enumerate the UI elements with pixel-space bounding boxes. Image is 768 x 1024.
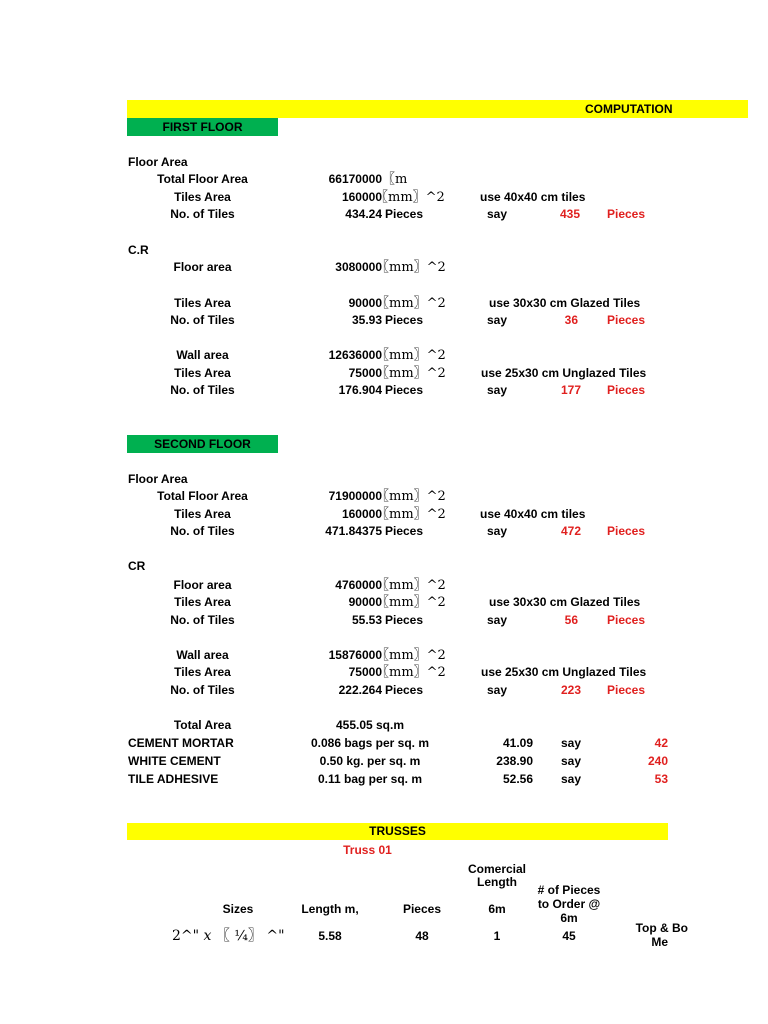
sf-cr-no-of-tiles-say: say (487, 613, 508, 627)
sf-tiles-area-unit: 〖mm〗^2 (376, 507, 446, 522)
material-qty: 41.09 (502, 736, 533, 750)
ff-cr-no-of-tiles-unit: Pieces (385, 313, 424, 327)
material-rounded: 240 (647, 754, 668, 768)
sf-no-of-tiles-unit: Pieces (385, 524, 424, 538)
sf-cr-tiles-area-label: Tiles Area (174, 595, 231, 609)
sf-wall-no-of-tiles-rounded: 223 (560, 683, 581, 697)
sf-wall-tiles-area-label: Tiles Area (174, 665, 231, 679)
sf-cr-tiles-area-note: use 30x30 cm Glazed Tiles (489, 595, 641, 609)
sf-cr-tiles-area-unit: 〖mm〗^2 (376, 595, 446, 610)
trusses-title: TRUSSES (369, 824, 426, 838)
sf-cr-no-of-tiles-rounded: 56 (564, 613, 578, 627)
ff-wall-no-of-tiles-unit: Pieces (385, 383, 424, 397)
ff-tiles-area-label: Tiles Area (174, 190, 231, 204)
ff-wall-no-of-tiles-label: No. of Tiles (170, 383, 235, 397)
sf-no-of-tiles-label: No. of Tiles (170, 524, 235, 538)
col-sizes: Sizes (222, 902, 254, 916)
material-rounded: 53 (654, 772, 668, 786)
sf-wall-area-label: Wall area (176, 648, 229, 662)
ff-cr-floor-area-value: 3080000 (335, 260, 382, 274)
material-label: WHITE CEMENT (128, 754, 221, 768)
ff-cr-tiles-area-label: Tiles Area (174, 296, 231, 310)
sf-cr-floor-area-label: Floor area (173, 578, 232, 592)
sf-wall-area-unit: 〖mm〗^2 (376, 648, 446, 663)
material-rate: 0.086 bags per sq. m (310, 736, 430, 750)
sf-no-of-tiles-rounded: 472 (560, 524, 581, 538)
sf-cr-no-of-tiles-rounded-unit: Pieces (607, 613, 646, 627)
total-area-value: 455.05 sq.m (335, 718, 405, 732)
material-label: CEMENT MORTAR (128, 736, 234, 750)
sf-cr-floor-area-value: 4760000 (335, 578, 382, 592)
sf-total-floor-area-value: 71900000 (328, 489, 382, 503)
material-say: say (561, 736, 582, 750)
ff-cr-tiles-area-unit: 〖mm〗^2 (376, 296, 446, 311)
sf-no-of-tiles-rounded-unit: Pieces (607, 524, 646, 538)
sf-tiles-area-value: 160000 (341, 507, 382, 521)
truss-length: 5.58 (318, 929, 342, 943)
col-pieces: Pieces (402, 902, 442, 916)
ff-tiles-area-unit: 〖mm〗^2 (375, 190, 445, 205)
material-say: say (561, 754, 582, 768)
sf-floor-area-heading: Floor Area (128, 472, 188, 486)
sf-cr-no-of-tiles-value: 55.53 (351, 613, 382, 627)
ff-wall-tiles-area-unit: 〖mm〗^2 (376, 366, 446, 381)
truss-commercial: 1 (493, 929, 501, 943)
ff-wall-area-unit: 〖mm〗^2 (376, 348, 446, 363)
sf-wall-no-of-tiles-label: No. of Tiles (170, 683, 235, 697)
ff-wall-tiles-area-label: Tiles Area (174, 366, 231, 380)
ff-tiles-area-note: use 40x40 cm tiles (480, 190, 586, 204)
col-commercial-top: Comercial (467, 862, 527, 876)
material-label: TILE ADHESIVE (128, 772, 219, 786)
ff-cr-floor-area-label: Floor area (173, 260, 232, 274)
ff-tiles-area-value: 160000 (341, 190, 382, 204)
ff-wall-no-of-tiles-say: say (487, 383, 508, 397)
sf-wall-tiles-area-note: use 25x30 cm Unglazed Tiles (481, 665, 647, 679)
ff-cr-floor-area-unit: 〖mm〗^2 (376, 260, 446, 275)
ff-cr-tiles-area-note: use 30x30 cm Glazed Tiles (489, 296, 641, 310)
material-qty: 52.56 (502, 772, 533, 786)
ff-cr-no-of-tiles-label: No. of Tiles (170, 313, 235, 327)
col-order-2: to Order @ (537, 897, 601, 911)
ff-cr-no-of-tiles-value: 35.93 (351, 313, 382, 327)
ff-wall-tiles-area-value: 75000 (348, 366, 382, 380)
ff-wall-area-label: Wall area (176, 348, 229, 362)
ff-cr-heading: C.R (128, 243, 149, 257)
col-commercial-bottom: 6m (488, 902, 506, 916)
sf-tiles-area-label: Tiles Area (174, 507, 231, 521)
ff-no-of-tiles-label: No. of Tiles (170, 207, 235, 221)
ff-no-of-tiles-say: say (487, 207, 508, 221)
sf-cr-tiles-area-value: 90000 (348, 595, 382, 609)
total-area-label: Total Area (173, 718, 232, 732)
ff-wall-no-of-tiles-value: 176.904 (338, 383, 382, 397)
sf-wall-tiles-area-value: 75000 (348, 665, 382, 679)
sf-no-of-tiles-value: 471.84375 (325, 524, 382, 538)
ff-cr-no-of-tiles-say: say (487, 313, 508, 327)
computation-title: COMPUTATION (585, 102, 673, 116)
ff-no-of-tiles-rounded: 435 (559, 207, 580, 221)
material-rounded: 42 (654, 736, 668, 750)
ff-wall-area-value: 12636000 (328, 348, 382, 362)
col-length: Length m, (301, 902, 359, 916)
ff-total-floor-area-value: 66170000 (328, 172, 382, 186)
truss-desc-clip (612, 918, 688, 952)
truss-desc-line-1: Top & Bo (635, 921, 688, 935)
ff-wall-no-of-tiles-rounded: 177 (560, 383, 581, 397)
truss-desc-line-2: Me (651, 935, 668, 949)
col-order-3: 6m (560, 911, 578, 925)
sf-wall-tiles-area-unit: 〖mm〗^2 (376, 665, 446, 680)
sf-wall-no-of-tiles-rounded-unit: Pieces (607, 683, 646, 697)
sf-total-floor-area-unit: 〖mm〗^2 (376, 489, 446, 504)
sf-tiles-area-note: use 40x40 cm tiles (480, 507, 586, 521)
col-order-1: # of Pieces (537, 883, 601, 897)
ff-total-floor-area-unit: 〖m (382, 172, 408, 187)
computation-title-clip (560, 101, 673, 117)
truss-size: 2^" 𝑥 〖 ¼〗 ^" (172, 928, 285, 944)
sf-no-of-tiles-say: say (487, 524, 508, 538)
ff-wall-tiles-area-note: use 25x30 cm Unglazed Tiles (481, 366, 647, 380)
material-qty: 238.90 (496, 754, 533, 768)
sf-wall-no-of-tiles-unit: Pieces (385, 683, 424, 697)
truss-order: 45 (562, 929, 576, 943)
ff-floor-area-heading: Floor Area (128, 155, 188, 169)
ff-no-of-tiles-rounded-unit: Pieces (607, 207, 646, 221)
material-rate: 0.50 kg. per sq. m (319, 754, 421, 768)
truss-pieces: 48 (415, 929, 429, 943)
sf-cr-floor-area-unit: 〖mm〗^2 (376, 578, 446, 593)
col-commercial-mid: Length (477, 875, 517, 889)
ff-cr-no-of-tiles-rounded: 36 (564, 313, 578, 327)
sf-cr-heading: CR (128, 559, 146, 573)
ff-total-floor-area-label: Total Floor Area (157, 172, 248, 186)
sf-cr-no-of-tiles-unit: Pieces (385, 613, 424, 627)
ff-cr-no-of-tiles-rounded-unit: Pieces (607, 313, 646, 327)
second-floor-label: SECOND FLOOR (154, 437, 251, 451)
sf-wall-area-value: 15876000 (328, 648, 382, 662)
ff-no-of-tiles-unit: Pieces (385, 207, 424, 221)
ff-no-of-tiles-value: 434.24 (345, 207, 382, 221)
ff-cr-tiles-area-value: 90000 (348, 296, 382, 310)
sf-wall-no-of-tiles-say: say (487, 683, 508, 697)
material-say: say (561, 772, 582, 786)
truss-01-subtitle: Truss 01 (343, 843, 392, 857)
sf-wall-no-of-tiles-value: 222.264 (338, 683, 382, 697)
ff-wall-no-of-tiles-rounded-unit: Pieces (607, 383, 646, 397)
sf-cr-no-of-tiles-label: No. of Tiles (170, 613, 235, 627)
sf-total-floor-area-label: Total Floor Area (157, 489, 248, 503)
first-floor-label: FIRST FLOOR (162, 120, 243, 134)
material-rate: 0.11 bag per sq. m (317, 772, 423, 786)
